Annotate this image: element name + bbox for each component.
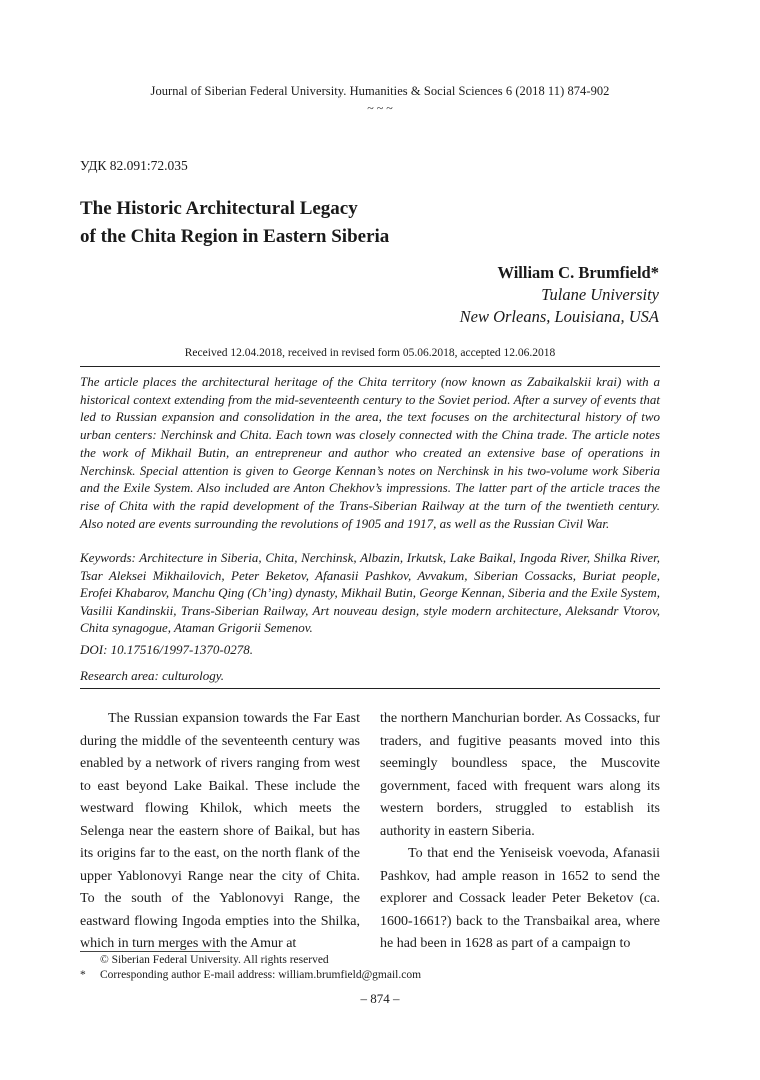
keywords: Keywords: Architecture in Siberia, Chita, Nerchinsk, Albazin, Irkutsk, Lake Baikal, Ingoda River, Shilka River, Tsar Aleksei Mikhailovich, Peter Beketov, Afanasii Pashkov, Avvakum, Siberian Cossacks, Buriat people, Erofei Khabarov, Manchu Qing (Ch’ing) dynasty, Mikhail Butin, George Kennan, Siberia and the Exile System, Vasilii Kandinskii, Trans-Siberian Railway, Art nouveau design, style modern architecture, Aleksandr Vtorov, Chita synagogue, Ataman Grigorii Semenov. — [80, 550, 660, 635]
page-number: – 874 – — [360, 991, 400, 1006]
body-paragraph: the northern Manchurian border. As Cossacks, fur traders, and fugitive peasants moved into this seemingly boundless space, the Muscovite government, faced with frequent wars along its western borders, struggled to establish its authority in eastern Siberia. — [380, 711, 660, 839]
corresponding-email: Corresponding author E-mail address: william.brumfield@gmail.com — [100, 969, 422, 981]
received-dates: Received 12.04.2018, received in revised form 05.06.2018, accepted 12.06.2018 — [184, 347, 556, 359]
journal-header: Journal of Siberian Federal University. Humanities & Social Sciences 6 (2018 11) 874-902 — [150, 84, 610, 98]
udk-code: УДК 82.091:72.035 — [80, 158, 188, 173]
abstract: The article places the architectural heritage of the Chita territory (now known as Zabaikalskii krai) with a historical context extending from the mid-seventeenth century to the Soviet period. After a survey of events that led to Russian expansion and consolidation in the area, the text focuses on the architectural history of two urban centers: Nerchinsk and Chita. Each town was closely connected with the China trade. The article notes the work of Mikhail Butin, an entrepreneur and author who created an extensive base of operations in Nerchinsk. Special attention is given to George Kennan’s notes on Nerchinsk in his two-volume work Siberia and the Exile System. Also included are Anton Chekhov’s impressions. The latter part of the article traces the rise of Chita with the rapid development of the Trans-Siberian Railway at the turn of the twentieth century. Also noted are events surrounding the revolutions of 1905 and 1917, as well as the Russian Civil War. — [80, 374, 660, 531]
author-block — [460, 262, 659, 328]
author-name: William C. Brumfield* — [497, 263, 659, 282]
footnote-corresponding — [80, 968, 421, 983]
title-line-2: of the Chita Region in Eastern Siberia — [80, 226, 390, 247]
author-affiliation: Tulane University — [541, 285, 659, 304]
footnote-star: * — [80, 969, 86, 981]
title-line-1: The Historic Architectural Legacy — [80, 198, 358, 219]
article-title — [80, 195, 500, 251]
body-column-left — [80, 708, 360, 956]
doi: DOI: 10.17516/1997-1370-0278. — [80, 642, 253, 657]
body-paragraph: The Russian expansion towards the Far East during the middle of the seventeenth century was enabled by a network of rivers ranging from west to east beyond Lake Baikal. These include the westward flowing Khilok, which meets the Selenga near the eastern shore of Baikal, but has its origins far to the east, on the north flank of the upper Yablonovyi Range near the city of Chita. To the south of the Yablonovyi Range, the eastward flowing Ingoda empties into the Shilka, which in turn merges with the Amur at — [80, 711, 360, 951]
author-location: New Orleans, Louisiana, USA — [459, 307, 659, 326]
top-divider — [80, 366, 660, 367]
research-area: Research area: culturology. — [80, 668, 225, 683]
header-separator: ~ ~ ~ — [367, 101, 393, 115]
footnote-divider — [80, 951, 220, 952]
bottom-divider — [80, 688, 660, 689]
body-paragraph: To that end the Yeniseisk voevoda, Afanasii Pashkov, had ample reason in 1652 to send the explorer and Cossack leader Peter Beketov (ca. 1600-1661?) back to the Transbaikal area, where he had been in 1628 as part of a campaign to — [380, 846, 660, 951]
footnote-copyright — [80, 953, 329, 968]
body-column-right — [380, 708, 660, 956]
copyright-text: © Siberian Federal University. All rights reserved — [100, 954, 329, 966]
